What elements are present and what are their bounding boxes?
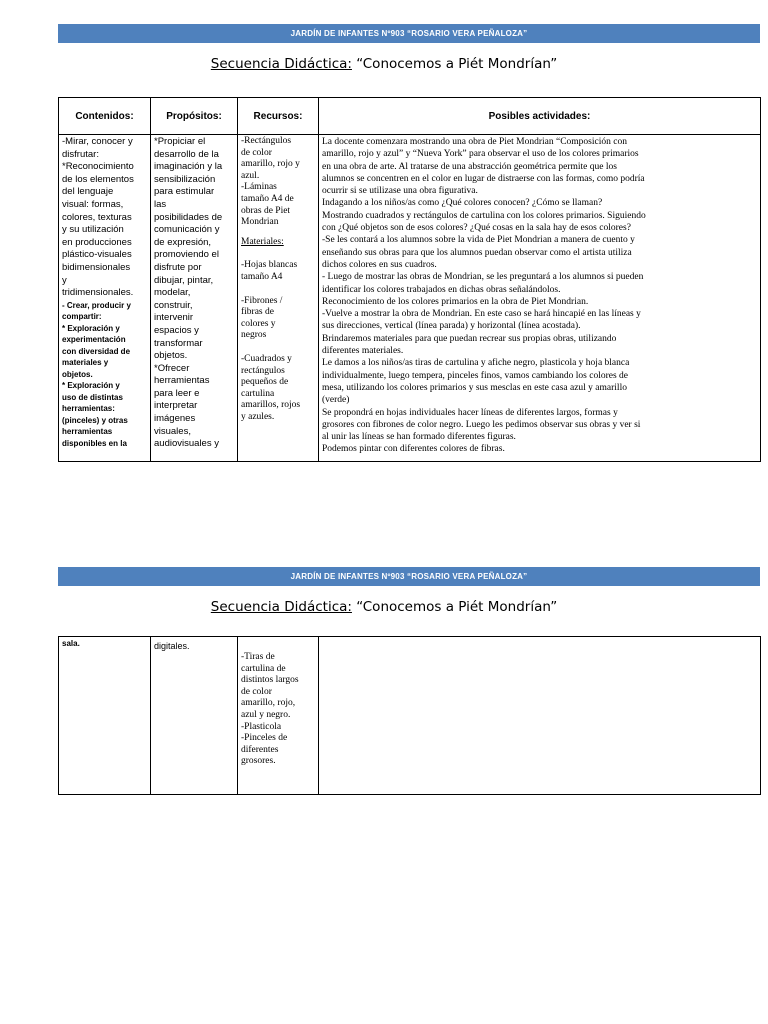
contenidos-line: plástico-visuales (62, 249, 132, 261)
actividad-line: con ¿Qué objetos son de esos colores? ¿Qué cosas en la sala hay de esos colores? (322, 223, 631, 234)
recursos-line: de color (241, 147, 272, 158)
actividad-line: Se propondrá en hojas individuales hacer líneas de diferentes largos, formas y (322, 407, 618, 418)
recursos-line: amarillo, rojo y (241, 159, 300, 170)
actividad-line: en una obra de arte. Al tratarse de una abstracción geométrica permite que los (322, 161, 617, 172)
actividad-line: alumnos se concentren en el color en lugar de distraerse con las formas, como podría (322, 173, 645, 184)
recursos-line: -Hojas blancas (241, 260, 298, 271)
propositos-line: disfrute por (154, 261, 202, 273)
recursos-line: -Láminas (241, 182, 277, 193)
propositos-line: *Propiciar el (154, 136, 206, 147)
propositos-line: promoviendo el (154, 249, 219, 261)
actividades-cell (319, 637, 761, 795)
contenidos-line: compartir: (62, 312, 102, 322)
actividad-line: grosores con fibrones de color negro. Luego les pedimos observar sus obras y ver si (322, 419, 641, 430)
actividad-line: Podemos pintar con diferentes colores de fibras. (322, 444, 505, 455)
recursos-list (241, 136, 315, 229)
contenidos-text (62, 136, 147, 300)
title-rest: “Conocemos a Piét Mondrían” (351, 599, 558, 615)
school-banner: JARDÍN DE INFANTES Nº903 “ROSARIO VERA PEÑALOZA” (58, 567, 760, 586)
propositos-line: interpretar (154, 400, 198, 412)
materiales-list-2 (241, 296, 315, 342)
propositos-line: digitales. (154, 641, 190, 651)
actividad-line: individualmente, luego tempera, pinceles finos, vamos cambiando los colores de (322, 370, 629, 381)
contenidos-line: disponibles en la (62, 438, 127, 448)
propositos-line: objetos. (154, 350, 188, 362)
contenidos-line: experimentación (62, 335, 126, 345)
contenidos-line: con diversidad de (62, 346, 131, 356)
actividades-text (322, 136, 757, 456)
propositos-line: imágenes (154, 413, 196, 425)
contenidos-line: bidimensionales (62, 261, 131, 273)
propositos-line: modelar, (154, 287, 191, 299)
table-row (59, 135, 761, 462)
recursos-list (241, 652, 315, 768)
actividades-cell (319, 135, 761, 462)
propositos-line: visuales, (154, 425, 191, 437)
actividad-line: -Vuelve a mostrar la obra de Mondrian. En este caso se hará hincapié en las líneas y (322, 309, 641, 320)
recursos-line: cartulina de (241, 663, 286, 674)
recursos-line: negros (241, 330, 267, 341)
propositos-line: espacios y (154, 324, 199, 336)
propositos-text (154, 136, 234, 451)
contenidos-line: * Exploración y (62, 381, 120, 391)
propositos-line: transformar (154, 337, 203, 349)
header-contenidos: Contenidos: (59, 98, 151, 135)
contenidos-line: y su utilización (62, 224, 124, 236)
sequence-table-continued (58, 636, 761, 795)
propositos-line: herramientas (154, 375, 210, 387)
contenidos-line: materiales y (62, 358, 109, 368)
propositos-line: imaginación y la (154, 161, 223, 173)
actividad-line: enseñando sus obras para que los alumnos puedan observar como el artista utiliza (322, 247, 632, 258)
propositos-line: para estimular (154, 186, 215, 198)
propositos-line: audiovisuales y (154, 438, 219, 450)
propositos-line: *Ofrecer (154, 362, 190, 374)
contenidos-line: * Exploración y (62, 323, 120, 333)
contenidos-cell (59, 637, 151, 795)
actividad-line: Le damos a los niños/as tiras de cartulina y afiche negro, plasticola y hoja blanca (322, 358, 630, 369)
recursos-line: pequeños de (241, 377, 289, 388)
propositos-cell (151, 637, 238, 795)
contenidos-line: herramientas: (62, 404, 115, 414)
contenidos-line: en producciones (62, 236, 132, 248)
document-title (0, 56, 768, 72)
actividad-line: sus direcciones, vertical (línea parada) y horizontal (línea acostada). (322, 321, 581, 332)
header-actividades: Posibles actividades: (319, 98, 761, 135)
actividad-line: amarillo, rojo y azul” y “Nueva York” para observar el uso de los colores primarios (322, 149, 639, 160)
actividad-line: mesa, utilizando los colores primarios y sus mesclas en este casa azul y amarillo (322, 382, 627, 393)
recursos-line: -Fibrones / (241, 295, 283, 306)
contenidos-line: sala. (62, 639, 80, 648)
materiales-label: Materiales: (241, 236, 284, 247)
recursos-line: -Cuadrados y (241, 353, 292, 364)
contenidos-line: colores, texturas (62, 211, 132, 223)
actividad-line: Brindaremos materiales para que puedan recrear sus propias obras, utilizando (322, 333, 617, 344)
title-prefix: Secuencia Didáctica: (210, 599, 352, 615)
document-title (0, 599, 768, 615)
recursos-line: y azules. (241, 411, 275, 422)
recursos-line: tamaño A4 de (241, 193, 294, 204)
actividad-line: Reconocimiento de los colores primarios en la obra de Piet Mondrian. (322, 296, 589, 307)
actividad-line: - Luego de mostrar las obras de Mondrian, se les preguntará a los alumnos si pueden (322, 272, 644, 283)
title-rest: “Conocemos a Piét Mondrían” (351, 56, 558, 72)
contenidos-line: objetos. (62, 369, 93, 379)
contenidos-text (62, 638, 147, 650)
table-header-row (59, 98, 761, 135)
recursos-line: -Plasticola (241, 721, 282, 732)
propositos-line: sensibilización (154, 173, 216, 185)
title-prefix: Secuencia Didáctica: (210, 56, 352, 72)
header-recursos: Recursos: (238, 98, 319, 135)
recursos-line: obras de Piet (241, 205, 291, 216)
actividad-line: (verde) (322, 395, 350, 406)
recursos-line: -Rectángulos (241, 136, 292, 146)
recursos-line: distintos largos (241, 675, 299, 686)
recursos-line: amarillo, rojo, (241, 698, 296, 709)
actividad-line: -Se les contará a los alumnos sobre la vida de Piet Mondrian a manera de cuento y (322, 235, 635, 246)
propositos-line: para leer e (154, 387, 200, 399)
propositos-line: intervenir (154, 312, 194, 324)
propositos-line: posibilidades de (154, 211, 223, 223)
propositos-cell (151, 135, 238, 462)
recursos-line: de color (241, 686, 272, 697)
contenidos-line: uso de distintas (62, 392, 123, 402)
contenidos-line: de los elementos (62, 173, 134, 185)
header-propositos: Propósitos: (151, 98, 238, 135)
recursos-line: amarillos, rojos (241, 400, 301, 411)
propositos-line: construir, (154, 299, 193, 311)
contenidos-line: (pinceles) y otras (62, 415, 128, 425)
recursos-line: azul. (241, 170, 260, 181)
actividad-line: dichos colores en sus cuadros. (322, 259, 437, 270)
contenidos-line: tridimensionales. (62, 287, 134, 299)
contenidos-line: visual: formas, (62, 198, 124, 210)
recursos-line: tamaño A4 (241, 271, 283, 282)
propositos-line: dibujar, pintar, (154, 274, 214, 286)
propositos-line: desarrollo de la (154, 148, 219, 160)
contenidos-small-text (62, 300, 147, 450)
propositos-text (154, 638, 234, 653)
table-row (59, 637, 761, 795)
contenidos-line: disfrutar: (62, 148, 99, 160)
recursos-line: diferentes (241, 744, 279, 755)
propositos-line: de expresión, (154, 236, 212, 248)
recursos-cell (238, 637, 319, 795)
recursos-line: grosores. (241, 756, 276, 767)
sequence-table (58, 97, 761, 462)
actividad-line: al unir las líneas se han formado diferentes figuras. (322, 432, 516, 443)
recursos-cell (238, 135, 319, 462)
recursos-line: azul y negro. (241, 709, 291, 720)
recursos-line: Mondrian (241, 217, 279, 228)
contenidos-line: - Crear, producir y (62, 300, 131, 310)
propositos-line: comunicación y (154, 224, 220, 236)
recursos-line: colores y (241, 318, 276, 329)
materiales-list-3 (241, 354, 315, 424)
recursos-line: rectángulos (241, 365, 285, 376)
actividad-line: Indagando a los niños/as como ¿Qué colores conocen? ¿Cómo se llaman? (322, 198, 603, 209)
contenidos-cell (59, 135, 151, 462)
actividad-line: Mostrando cuadrados y rectángulos de cartulina con los colores primarios. Siguiendo (322, 210, 646, 221)
propositos-line: las (154, 198, 167, 210)
recursos-line: -Pinceles de (241, 733, 288, 744)
contenidos-line: -Mirar, conocer y (62, 136, 133, 147)
actividad-line: identificar los colores trabajados en dichas obras señalándolos. (322, 284, 561, 295)
materiales-list-1 (241, 260, 315, 283)
contenidos-line: herramientas (62, 427, 113, 437)
recursos-line: -Tiras de (241, 652, 275, 662)
contenidos-line: y (62, 274, 67, 286)
school-banner: JARDÍN DE INFANTES Nº903 “ROSARIO VERA PEÑALOZA” (58, 24, 760, 43)
recursos-line: cartulina (241, 388, 275, 399)
actividad-line: ocurrir si se utilizase una obra figurativa. (322, 186, 478, 197)
contenidos-line: *Reconocimiento (62, 161, 134, 173)
contenidos-line: del lenguaje (62, 186, 114, 198)
actividad-line: diferentes materiales. (322, 346, 404, 357)
recursos-line: fibras de (241, 307, 274, 318)
actividad-line: La docente comenzara mostrando una obra de Piet Mondrian “Composición con (322, 137, 627, 147)
